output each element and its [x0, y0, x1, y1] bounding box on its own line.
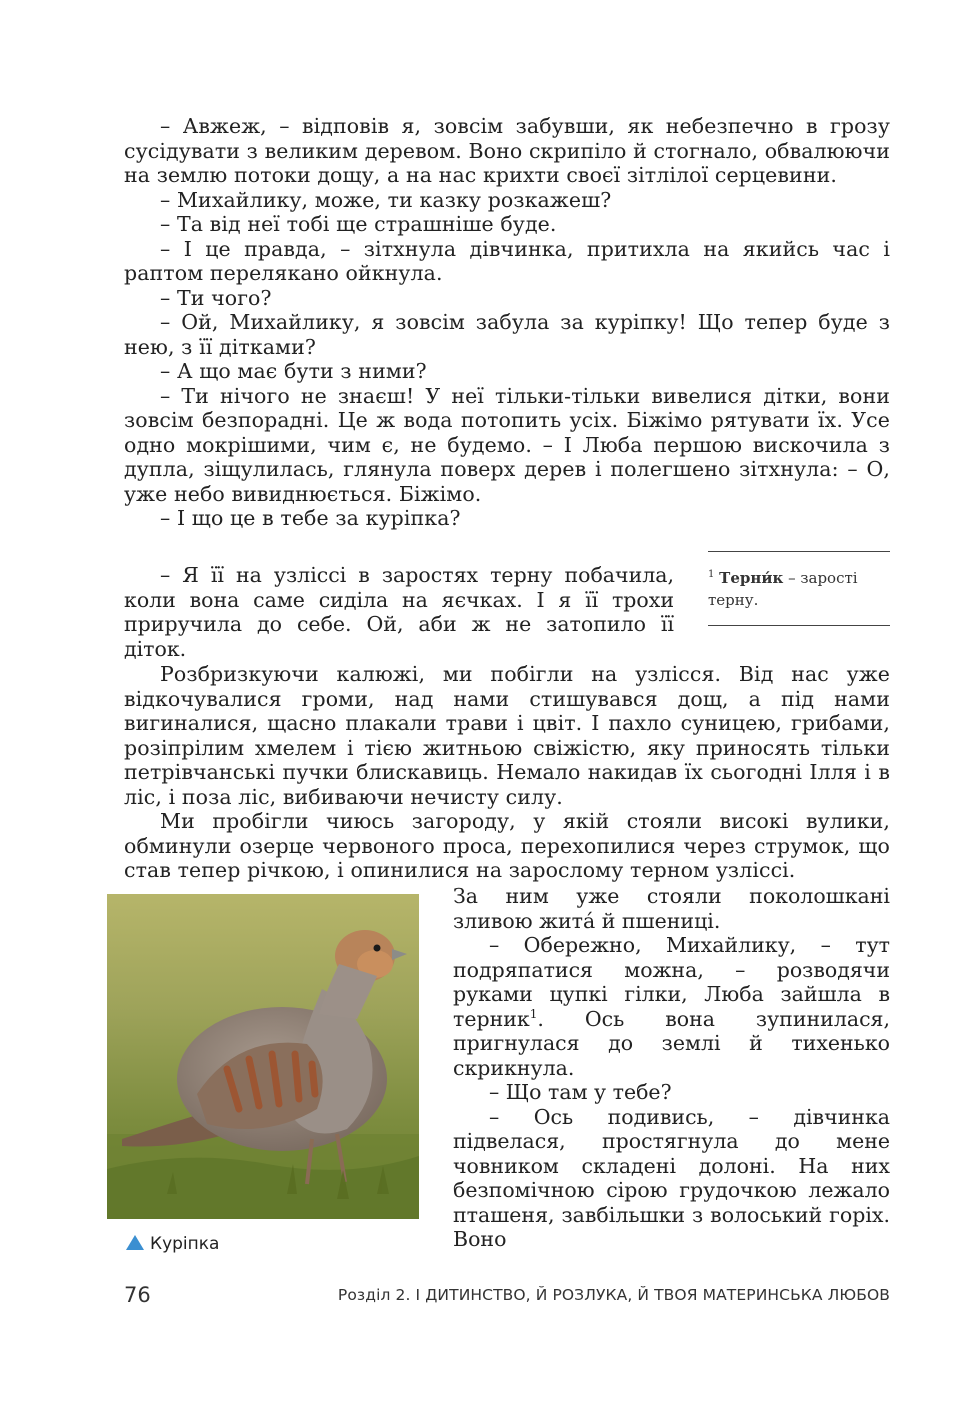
chapter-title: Розділ 2. І ДИТИНСТВО, Й РОЗЛУКА, Й ТВОЯ МАТЕРИНСЬКА ЛЮБОВ — [337, 1286, 890, 1304]
paragraph: – Ось подивись, – дівчинка підвелася, простягнула до мене човником складені долоні. На них безпомічною сірою грудочкою лежало пташеня, завбільшки з волоський горіх. Воно — [453, 1104, 890, 1251]
paragraph: Ми пробігли чиюсь загороду, у якій стояли високі вулики, обминули озерце червоного проса, перехопилися через струмок, що став тепер річкою, і опинилися на зарослому терном узліссі. — [124, 809, 890, 882]
footnote-definition: – зарості терну. — [708, 569, 858, 609]
partridge-icon — [107, 894, 419, 1219]
text-block-middle — [124, 662, 890, 883]
caption-text: Куріпка — [150, 1234, 220, 1254]
paragraph: – Я її на узліссі в заростях терну побачила, коли вона саме сиділа на яєчках. І я її трохи приручила до себе. Ой, аби ж не затопило її діток. — [124, 563, 674, 661]
figure-caption — [126, 1234, 219, 1254]
footnote-ref: 1 — [529, 1006, 538, 1021]
paragraph: – Авжеж, – відповів я, зовсім забувши, як небезпечно в грозу сусідувати з великим деревом. Воно скрипіло й стогнало, обвалюючи на землю потоки дощу, а на нас крихти своєї зітлілої серцевини. — [124, 114, 890, 187]
paragraph: – А що має бути з ними? — [160, 359, 427, 383]
footnote-mark: 1 — [708, 569, 715, 580]
paragraph: За ним уже стояли поколошкані зливою жита́ й пшениці. — [453, 884, 890, 933]
paragraph — [453, 933, 890, 1080]
page-footer — [124, 1283, 890, 1311]
paragraph: – І це правда, – зітхнула дівчинка, притихла на якийсь час і раптом перелякано ойкнула. — [124, 236, 890, 285]
paragraph: Розбризкуючи калюжі, ми побігли на узлісся. Від нас уже відкочувалися громи, над нами стишувався дощ, а під нами вигиналися, щасно плакали трави і цвіт. І пахло суницею, грибами, розіпрілим хмелем і тією житньою свіжістю, яку приносять тільки петрівчанські пучки блискавиць. Немало накидав їх сьогодні Ілля і в ліс, і поза ліс, вибиваючи нечисту силу. — [124, 662, 890, 809]
footnote-term: Терни́к — [719, 569, 784, 587]
paragraph-text: . Ось вона зупинилася, пригнулася до землі й тихенько скрикнула. — [453, 1006, 890, 1080]
paragraph: – Ой, Михайлику, я зовсім забула за куріпку! Що тепер буде з нею, з її дітками? — [124, 310, 890, 359]
text-block-beside-photo — [453, 884, 890, 1252]
paragraph-text: – Обережно, Михайлику, – тут подряпатися можна, – розводячи руками цупкі гілки, Люба зайшла в терник — [453, 933, 890, 1031]
paragraph: – Ти чого? — [160, 285, 272, 310]
text-block-top — [124, 114, 890, 531]
partridge-photo — [107, 894, 419, 1219]
paragraph: – Що там у тебе? — [489, 1080, 672, 1104]
page-number: 76 — [124, 1283, 151, 1307]
paragraph: – Ти нічого не знаєш! У неї тільки-тільки вивелися дітки, вони зовсім безпорадні. Це ж вода потопить усіх. Біжімо рятувати їх. Усе одно мокрішими, чим є, не будемо. – І Люба першою вискочила з дупла, зіщулилась, глянула поверх дерев і полегшено зітхнула: – О, уже небо вивиднюється. Біжімо. — [124, 383, 890, 506]
text-block-narrow — [124, 563, 674, 661]
paragraph: – І що це в тебе за куріпка? — [160, 506, 461, 530]
footnote-box — [708, 551, 890, 626]
paragraph: – Та від неї тобі ще страшніше буде. — [160, 212, 557, 236]
paragraph: – Михайлику, може, ти казку розкажеш? — [160, 187, 612, 212]
triangle-icon — [126, 1235, 144, 1250]
